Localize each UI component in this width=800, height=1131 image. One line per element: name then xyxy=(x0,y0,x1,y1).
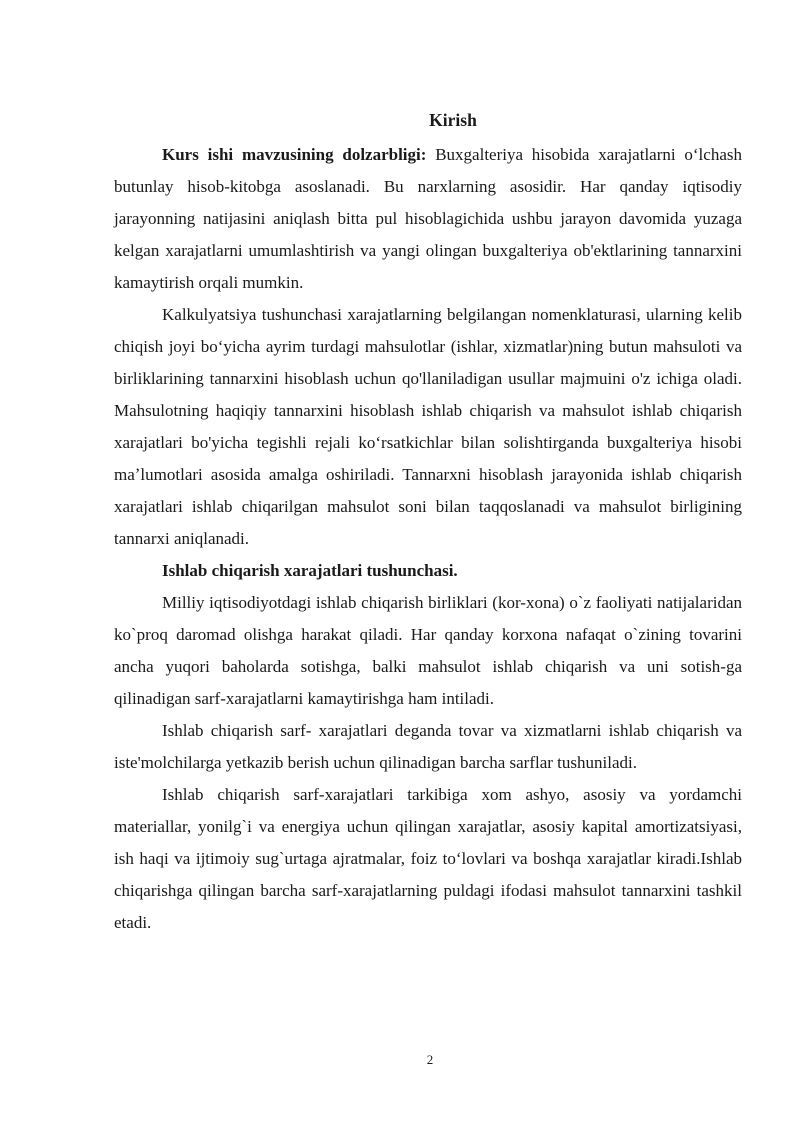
costs-composition-paragraph: Ishlab chiqarish sarf-xarajatlari tarkibiga xom ashyo, asosiy va yordamchi materiallar, yonilg`i va energiya uchun qilingan xarajatlar, asosiy kapital amortizatsiyasi, ish haqi va ijtimoiy sug`urtaga ajratmalar, foiz toʻlovlari va boshqa xarajatlar kiradi.Ishlab chiqarishga qilingan barcha sarf-xarajatlarning puldagi ifodasi mahsulot tannarxini tashkil etadi. xyxy=(114,785,742,932)
page-title: Kirish xyxy=(429,110,477,130)
calculation-paragraph: Kalkulyatsiya tushunchasi xarajatlarning belgilangan nomenklaturasi, ularning kelib chiqish joyi boʻyicha ayrim turdagi mahsulotlar (ishlar, xizmatlar)ning butun mahsuloti va birliklarining tannarxini hisoblash uchun qo'llaniladigan usullar majmuini o'z ichiga oladi. Mahsulotning haqiqiy tannarxini hisoblash ishlab chiqarish va mahsulot ishlab chiqarish xarajatlari bo'yicha tegishli rejali koʻrsatkichlar bilan solishtirganda buxgalteriya hisobi maʼlumotlari asosida amalga oshiriladi. Tannarxni hisoblash jarayonida ishlab chiqarish xarajatlari ishlab chiqarilgan mahsulot soni bilan taqqoslanadi va mahsulot birligining tannarxi aniqlanadi. xyxy=(114,305,742,548)
intro-paragraph xyxy=(114,139,742,299)
intro-lead: Kurs ishi mavzusining dolzarbligi: xyxy=(162,145,427,164)
document-body xyxy=(114,139,742,939)
intro-text: Buxgalteriya hisobida xarajatlarni oʻlchash butunlay hisob-kitobga asoslanadi. Bu narxlarning asosidir. Har qanday iqtisodiy jarayonning natijasini aniqlash bitta pul hisoblagichida ushbu jarayon davomida yuzaga kelgan xarajatlarni umumlashtirish va yangi olingan buxgalteriya ob'ektlarining tannarxini kamaytirish orqali mumkin. xyxy=(114,145,742,292)
costs-definition-paragraph: Ishlab chiqarish sarf- xarajatlari deganda tovar va xizmatlarni ishlab chiqarish va iste'molchilarga yetkazib berish uchun qilinadigan barcha sarflar tushuniladi. xyxy=(114,721,742,772)
page-number: 2 xyxy=(426,1052,434,1067)
national-economy-paragraph: Milliy iqtisodiyotdagi ishlab chiqarish birliklari (kor-xona) o`z faoliyati natijalaridan ko`proq daromad olishga harakat qiladi. Har qanday korxona nafaqat o`zining tovarini ancha yuqori baholarda sotishga, balki mahsulot ishlab chiqarish va uni sotish-ga qilinadigan sarf-xarajatlarni kamaytirishga ham intiladi. xyxy=(114,593,742,708)
section-heading: Ishlab chiqarish xarajatlari tushunchasi. xyxy=(162,561,458,580)
